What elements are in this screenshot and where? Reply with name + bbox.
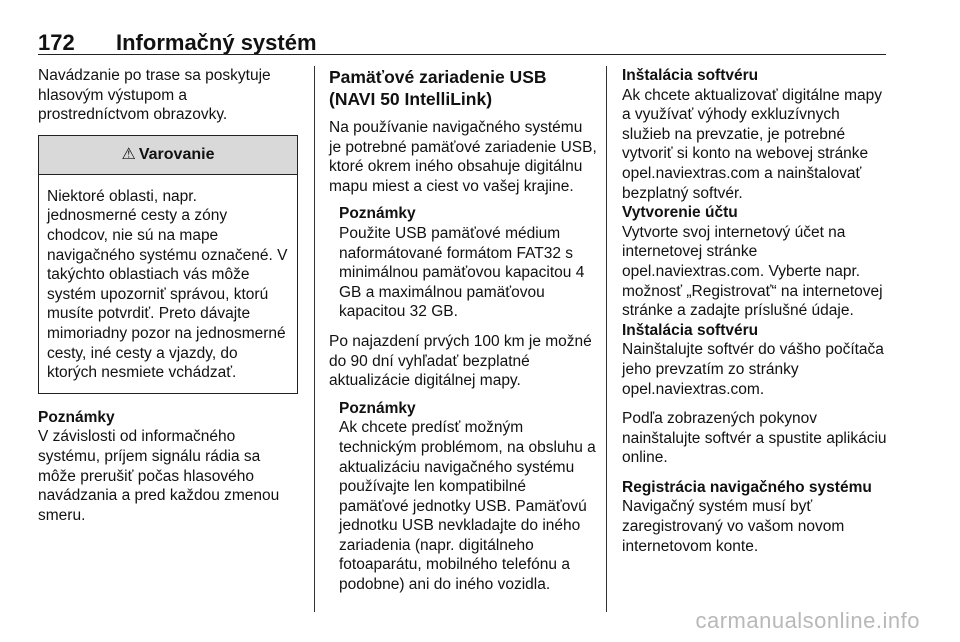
section-heading-usb: Pamäťové zariadenie USB (NAVI 50 IntelliLink) <box>329 67 547 109</box>
account-text: Vytvorte svoj internetový účet na internetovej stránke opel.naviextras.com. Vyberte napr. možnosť „Registrovať“ na internetovej stránke a zadajte príslušné údaje. <box>622 223 883 320</box>
usb-note-1-title: Poznámky <box>339 205 416 223</box>
warning-triangle-icon: ⚠ <box>121 145 136 163</box>
install-text-3: Podľa zobrazených pokynov nainštalujte softvér a spustite aplikáciu online. <box>622 410 887 467</box>
registration-text: Navigačný systém musí byť zaregistrovaný vo vašom novom internetovom konte. <box>622 498 845 555</box>
column-divider-1 <box>314 66 315 612</box>
column-3 <box>622 66 890 556</box>
warning-text: Niektoré oblasti, napr. jednosmerné cesty a zóny chodcov, nie sú na mape navigačného systému označené. V takýchto oblastiach vás môže systém upozorniť správou, ktorú musíte potvrdiť. Preto dávajte mimoriadny pozor na jednosmerné cesty, iné cesty a vjazdy, do ktorých nesmiete vchádzať. <box>47 187 288 382</box>
install-text-1: Ak chcete aktualizovať digitálne mapy a využívať výhody exkluzívnych služieb na prevzatie, je potrebné vytvoriť si konto na webovej stránke opel.naviextras.com a nainštalovať bezplatný softvér. <box>622 86 882 202</box>
warning-body <box>39 175 297 393</box>
page-title: Informačný systém <box>116 30 317 55</box>
page-header <box>38 30 886 56</box>
warning-box <box>38 135 298 394</box>
column-1 <box>38 66 300 525</box>
usb-paragraph-1: Na používanie navigačného systému je potrebné pamäťové zariadenie USB, ktoré okrem iného obsahuje digitálnu mapu miest a ciest vo vašej krajine. <box>329 119 597 195</box>
usb-note-2 <box>329 399 597 595</box>
usb-note-2-title: Poznámky <box>339 399 416 417</box>
registration-title: Registrácia navigačného systému <box>622 478 872 496</box>
column-divider-2 <box>606 66 607 612</box>
install-title-2: Inštalácia softvéru <box>622 321 759 339</box>
usb-paragraph-2: Po najazdení prvých 100 km je možné do 90 dní vyhľadať bezplatné aktualizácie digitálnej mapy. <box>329 332 592 390</box>
install-text-2: Nainštalujte softvér do vášho počítača jeho prevzatím zo stránky opel.naviextras.com. <box>622 341 884 398</box>
watermark: carmanualsonline.info <box>695 608 920 633</box>
note-text: V závislosti od informačného systému, príjem signálu rádia sa môže prerušiť počas hlasového navádzania a pred každou zmenou smeru. <box>38 428 280 524</box>
install-title-1: Inštalácia softvéru <box>622 67 759 84</box>
usb-note-1 <box>329 204 597 322</box>
account-title: Vytvorenie účtu <box>622 204 738 222</box>
column-2 <box>329 66 597 595</box>
page-number: 172 <box>38 30 75 55</box>
warning-header <box>39 136 297 175</box>
warning-title: Varovanie <box>138 145 215 163</box>
note-section <box>38 408 300 526</box>
header-divider <box>38 54 886 55</box>
usb-note-1-text: Použite USB pamäťové médium naformátované formátom FAT32 s minimálnou pamäťovou kapacitou 4 GB a maximálnou pamäťovou kapacitou 32 GB. <box>339 224 585 321</box>
usb-note-2-text: Ak chcete predísť možným technickým problémom, na obsluhu a aktualizáciu navigačného systému používajte len kompatibilné pamäťové jednotky USB. Pamäťovú jednotku USB nevkladajte do iného zariadenia (napr. digitálneho fotoaparátu, mobilného telefónu a podobne) ani do iného vozidla. <box>339 419 596 594</box>
intro-paragraph: Navádzanie po trase sa poskytuje hlasovým výstupom a prostredníctvom obrazovky. <box>38 67 271 124</box>
note-title: Poznámky <box>38 408 115 426</box>
